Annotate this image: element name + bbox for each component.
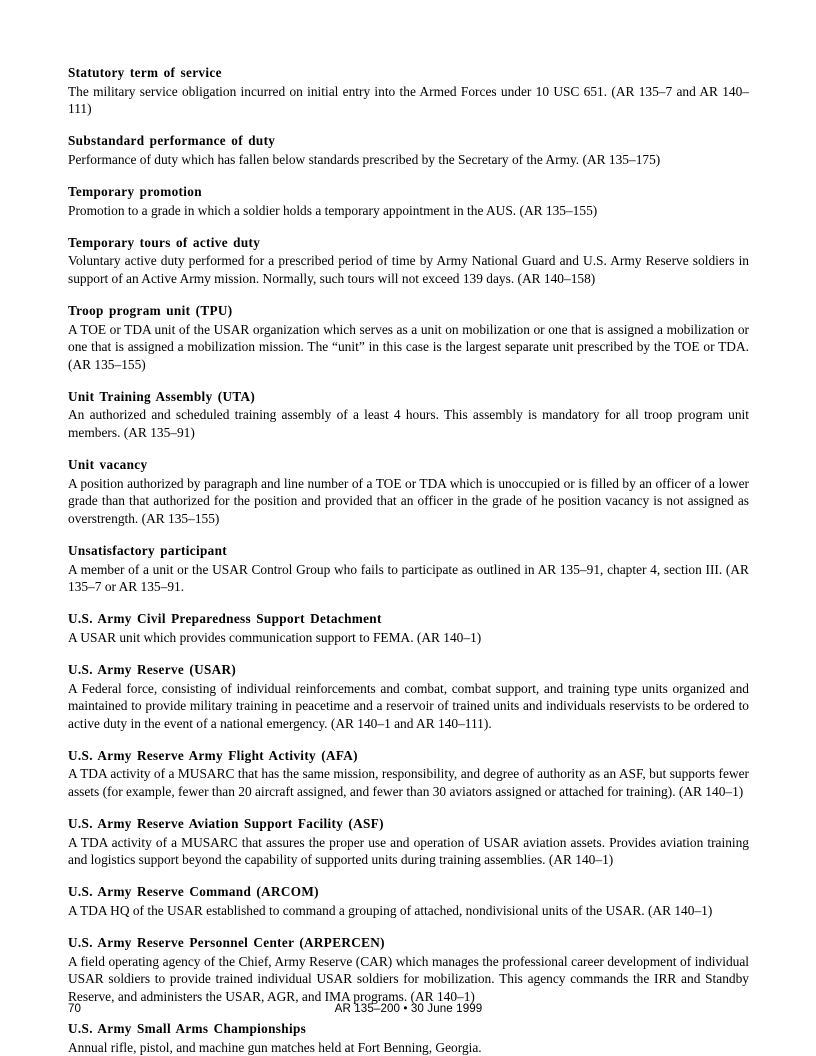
glossary-definition: A TDA activity of a MUSARC that assures the proper use and operation of USAR aviation assets. Provides aviation training and logistics support beyond the capability of supported units during training assemblies. (AR 140–1)	[68, 834, 749, 868]
glossary-entry	[68, 542, 749, 596]
glossary-entry	[68, 883, 749, 919]
page-footer	[68, 1000, 749, 1018]
glossary-entry	[68, 815, 749, 869]
glossary-entry	[68, 64, 749, 118]
glossary-entry	[68, 1020, 749, 1056]
glossary-term: Substandard performance of duty	[68, 133, 276, 149]
glossary-entry	[68, 934, 749, 1005]
glossary-term: U.S. Army Reserve Personnel Center (ARPERCEN)	[68, 935, 385, 951]
glossary-entry	[68, 661, 749, 732]
glossary-definition: A TDA HQ of the USAR established to command a grouping of attached, nondivisional units of the USAR. (AR 140–1)	[68, 902, 713, 918]
glossary-entry	[68, 610, 749, 646]
glossary-definition: Performance of duty which has fallen below standards prescribed by the Secretary of the Army. (AR 135–175)	[68, 151, 661, 167]
glossary-definition: Promotion to a grade in which a soldier holds a temporary appointment in the AUS. (AR 135–155)	[68, 202, 598, 218]
glossary-term: Unit Training Assembly (UTA)	[68, 388, 256, 404]
glossary-term: Statutory term of service	[68, 65, 222, 80]
glossary-entry	[68, 388, 749, 442]
glossary-term: U.S. Army Reserve (USAR)	[68, 661, 237, 677]
glossary-definition: A Federal force, consisting of individual reinforcements and combat, combat support, and training type units organized and maintained to provide military training in peacetime and a reservoir of trained units and individuals reservists to be ordered to active duty in the event of a national emergency. (AR 140–1 and AR 140–111).	[68, 680, 749, 731]
glossary-definition: A USAR unit which provides communication support to FEMA. (AR 140–1)	[68, 629, 482, 645]
footer-citation: AR 135–200 • 30 June 1999	[334, 1002, 483, 1015]
glossary-term: U.S. Army Reserve Aviation Support Facility (ASF)	[68, 816, 384, 832]
glossary-term: Troop program unit (TPU)	[68, 302, 233, 318]
glossary-term: Unit vacancy	[68, 457, 148, 473]
glossary-definition: A position authorized by paragraph and line number of a TOE or TDA which is unoccupied or is filled by an officer of a lower grade than that authorized for the position and provided that an officer in the grade of he position vacancy is not assigned as overstrength. (AR 135–155)	[68, 475, 749, 526]
glossary-term: U.S. Army Civil Preparedness Support Detachment	[68, 611, 382, 627]
glossary-definition: A TDA activity of a MUSARC that has the same mission, responsibility, and degree of authority as an ASF, but supports fewer assets (for example, fewer than 20 aircraft assigned, and fewer than 30 aviators assigned or attached for training). (AR 140–1)	[68, 766, 749, 799]
page-number: 70	[68, 1002, 81, 1015]
glossary-entry	[68, 456, 749, 527]
glossary-term: U.S. Army Reserve Command (ARCOM)	[68, 884, 319, 900]
glossary-entry-list	[68, 64, 749, 1056]
glossary-entry	[68, 747, 749, 801]
glossary-definition: An authorized and scheduled training assembly of a least 4 hours. This assembly is mandatory for all troop program unit members. (AR 135–91)	[68, 407, 749, 440]
glossary-term: Unsatisfactory participant	[68, 542, 228, 558]
glossary-term: Temporary tours of active duty	[68, 234, 261, 250]
glossary-definition: The military service obligation incurred on initial entry into the Armed Forces under 10 USC 651. (AR 135–7 and AR 140–111)	[68, 83, 749, 117]
glossary-entry	[68, 183, 749, 219]
glossary-entry	[68, 132, 749, 168]
glossary-entry	[68, 302, 749, 373]
glossary-definition: A member of a unit or the USAR Control Group who fails to participate as outlined in AR 135–91, chapter 4, section III. (AR 135–7 or AR 135–91.	[68, 561, 749, 595]
glossary-term: U.S. Army Small Arms Championships	[68, 1020, 307, 1036]
glossary-definition: A field operating agency of the Chief, Army Reserve (CAR) which manages the professional career development of individual USAR soldiers to provide trained individual USAR soldiers for mobilization. This agency commands the IRR and Standby Reserve, and administers the USAR, AGR, and IMA programs. (AR 140–1)	[68, 953, 749, 1004]
glossary-term: U.S. Army Reserve Army Flight Activity (AFA)	[68, 747, 358, 763]
glossary-term: Temporary promotion	[68, 183, 202, 199]
glossary-definition: Voluntary active duty performed for a prescribed period of time by Army National Guard and U.S. Army Reserve soldiers in support of an Active Army mission. Normally, such tours will not exceed 139 days. (AR 140–158)	[68, 253, 749, 286]
glossary-definition: A TOE or TDA unit of the USAR organization which serves as a unit on mobilization or one that is assigned a mobilization or one that is assigned a mobilization mission. The “unit” in this case is the largest separate unit prescribed by the TOE or TDA. (AR 135–155)	[68, 321, 749, 372]
glossary-definition: Annual rifle, pistol, and machine gun matches held at Fort Benning, Georgia.	[68, 1039, 482, 1055]
glossary-entry	[68, 234, 749, 288]
